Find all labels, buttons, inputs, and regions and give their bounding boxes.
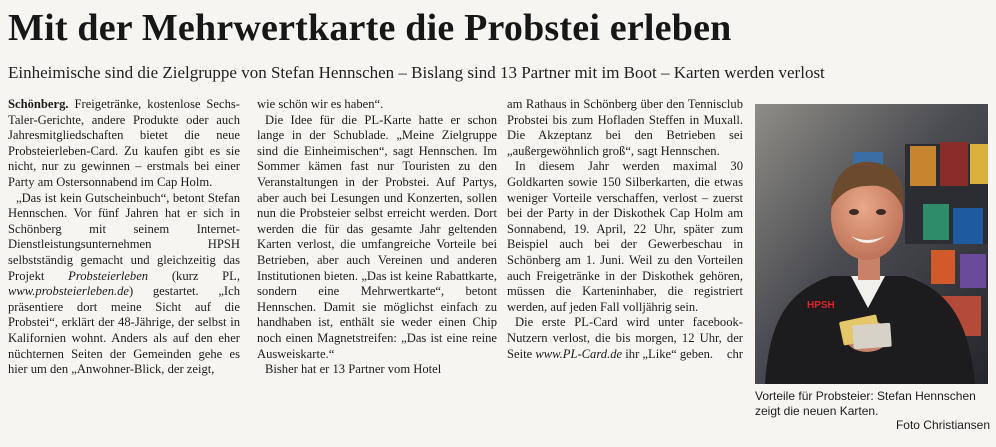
article-photo: [755, 104, 988, 384]
subheadline: Einheimische sind die Zielgruppe von Stefan Hennschen – Bislang sind 13 Partner mit im Boot – Karten werden verlost: [8, 63, 825, 82]
paragraph-text: „Das ist kein Gutscheinbuch“, betont Stefan Hennschen. Vor fünf Jahren hat er sich in Schönberg mit seinem Internet-Dienstleistungsunternehmen HPSH selbstständig gemacht und gleichzeitig das Projekt: [8, 190, 240, 283]
photo-credit: Foto Christiansen: [895, 418, 990, 432]
shirt-logo: HPSH: [807, 300, 835, 311]
article-column-3: [507, 97, 743, 362]
article-column-1: [8, 97, 240, 378]
headline: Mit der Mehrwertkarte die Probstei erleben: [8, 7, 732, 49]
paragraph-text: ) gestartet. „Ich präsentiere dort meine Sicht auf die Probstei“, erklärt der 48-Jährige, der selbst in Kalifornien wohnt. Anders als auf den eher nüchternen Seiten der Gemeinden gehe es hier um den „Anwohner-Blick, der zeigt,: [8, 284, 240, 377]
paragraph-continuation: wie schön wir es haben“.: [257, 97, 384, 111]
paragraph-idea: Die Idee für die PL-Karte hatte er schon lange in der Schublade. „Meine Zielgruppe sind die Einheimischen“, sagt Hennschen. Im Sommer kämen fast nur Touristen zu den Veranstaltungen in der Probstei. Auf Partys, aber auch bei Lesungen und Konzerten, sollen nun die Probsteier selbst erreicht werden. Dort werden die für das gesamte Jahr geltenden Karten verlost, die umfangreiche Vorteile bei Betrieben, aber auch Vereinen und anderen Institutionen bieten. „Das ist keine Rabattkarte, sondern eine Mehrwertkarte“, betont Hennschen. Damit sie möglichst einfach zu handhaben ist, enthält sie weder einen Chip noch einen Magnetstreifen: „Das ist eine reine Ausweiskarte.“: [257, 112, 497, 361]
author-initials: chr: [726, 346, 743, 361]
paragraph-facebook: [507, 315, 743, 362]
paragraph-quote-gutschein: [8, 191, 240, 378]
website-url: www.probsteierleben.de: [8, 284, 130, 299]
photo-illustration: [755, 104, 988, 384]
paragraph-partners: Bisher hat er 13 Partner vom Hotel: [265, 362, 442, 377]
project-name: Probsteierleben: [68, 268, 149, 283]
article-column-2: [257, 97, 497, 378]
paragraph-text: ihr „Like“ geben.: [622, 346, 714, 361]
paragraph-partners-continued: am Rathaus in Schönberg über den Tennisclub Probstei bis zum Hofladen Steffen in Muxall. Die Akzeptanz bei den Betrieben sei „außergewöhnlich groß“, sagt Hennschen.: [507, 97, 743, 158]
paragraph-text: Die erste PL-Card wird unter facebook-Nutzern verlost, die bis morgen, 12 Uhr, der Seite: [507, 315, 743, 361]
paragraph-intro: [8, 97, 240, 191]
photo-caption: Vorteile für Probsteier: Stefan Hennschen zeigt die neuen Karten.: [755, 389, 976, 418]
paragraph-text: (kurz PL,: [148, 268, 240, 283]
dateline: Schönberg.: [8, 97, 69, 111]
paragraph-intro-text: Freigetränke, kostenlose Sechs-Taler-Gerichte, andere Produkte oder auch Jahresmitgliedschaften bietet die neue Probsteierleben-Card. Zu kaufen gibt es sie nicht, nur zu gewinnen – erstmals bei einer Party am Ostersonnabend im Cap Holm.: [8, 97, 240, 189]
paragraph-cards-raffle: In diesem Jahr werden maximal 30 Goldkarten sowie 150 Silberkarten, die etwas weniger Vorteile verschaffen, verlost – zuerst bei der Party in der Diskothek Cap Holm am Sonnabend, 19. April, 22 Uhr, später zum Beispiel auch bei der Gewerbeschau in Schönberg am 1. Juni. Weil zu den Vorteilen auch Freigetränke in der Diskothek gehören, müssen die Karteninhaber, die registriert werden, auf jeden Fall volljährig sein.: [507, 159, 743, 314]
silver-card: [852, 323, 892, 350]
card-website-url: www.PL-Card.de: [535, 346, 623, 361]
